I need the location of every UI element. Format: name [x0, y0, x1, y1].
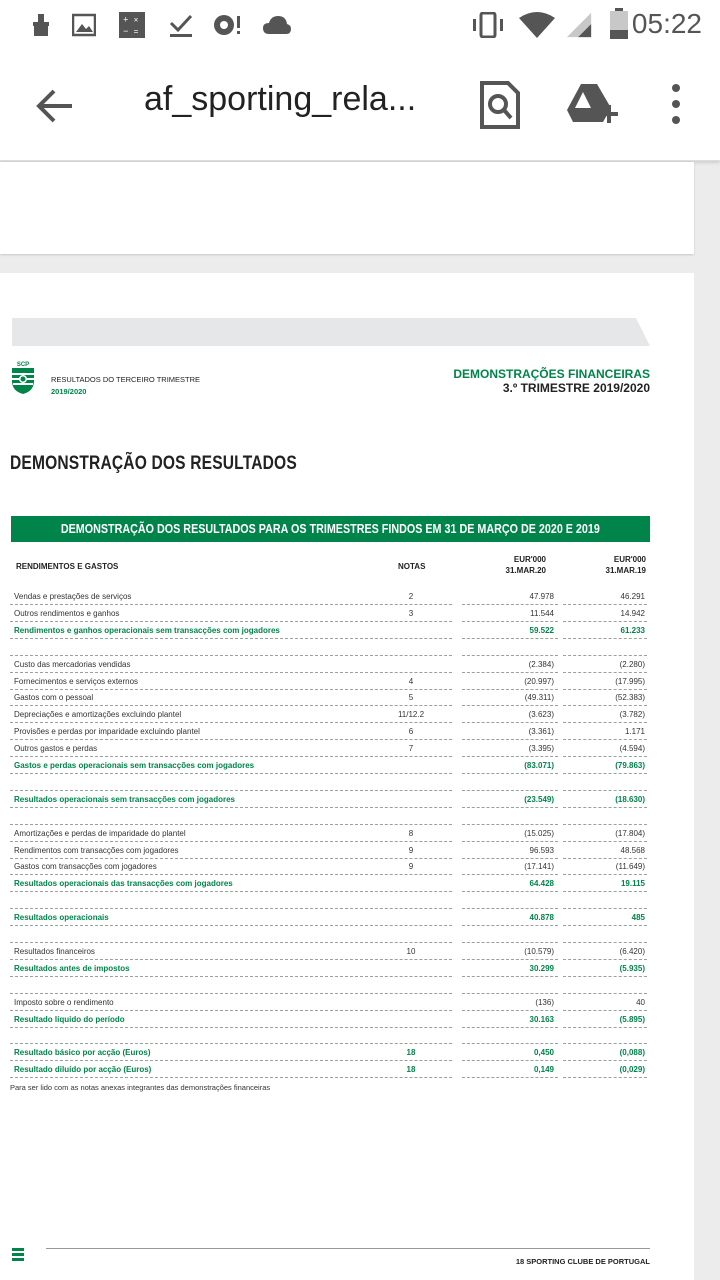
column-2020-date: 31.MAR.20: [505, 566, 546, 575]
svg-text:×: ×: [133, 15, 139, 25]
table-row: [10, 1045, 650, 1061]
cloud-icon: [262, 12, 292, 38]
row-value-2019: 40: [563, 995, 647, 1011]
table-row: [10, 589, 650, 605]
row-value-2020: (15.025): [462, 826, 558, 842]
row-note: [370, 995, 452, 1011]
table-row: [10, 859, 650, 875]
row-value-2020: (83.071): [462, 758, 558, 774]
row-value-2020: (49.311): [462, 690, 558, 706]
row-note: [370, 927, 452, 943]
table-row: [10, 843, 650, 859]
row-value-2020: (136): [462, 995, 558, 1011]
row-value-2019: (79.863): [563, 758, 647, 774]
row-value-2019: 61.233: [563, 623, 647, 639]
svg-text:=: =: [133, 26, 139, 36]
table-title: [11, 516, 650, 542]
page-title: DEMONSTRAÇÃO DOS RESULTADOS: [10, 453, 297, 474]
row-label: Resultados antes de impostos: [10, 961, 368, 977]
signal-icon: [564, 12, 594, 38]
status-time: 05:22: [631, 8, 702, 39]
row-value-2020: 59.522: [462, 623, 558, 639]
column-2019-unit: EUR'000: [613, 555, 646, 564]
row-value-2019: [563, 640, 647, 656]
table-row: [10, 741, 650, 757]
previous-page: [0, 162, 694, 254]
row-label: Vendas e prestações de serviços: [10, 589, 368, 605]
table-row: [10, 707, 650, 723]
row-label: [10, 1028, 368, 1044]
row-value-2020: (3.623): [462, 707, 558, 723]
cleaner-icon: [30, 12, 52, 38]
svg-text:+: +: [123, 14, 129, 25]
row-value-2020: 96.593: [462, 843, 558, 859]
row-value-2019: 1.171: [563, 724, 647, 740]
row-value-2020: (2.384): [462, 657, 558, 673]
column-2020-unit: EUR'000: [513, 555, 546, 564]
row-label: [10, 640, 368, 656]
row-label: Rendimentos com transacções com jogadores: [10, 843, 368, 859]
row-value-2019: (52.383): [563, 690, 647, 706]
row-note: 2: [370, 589, 452, 605]
row-label: Resultados operacionais das transacções com jogadores: [10, 876, 368, 892]
table-row: [10, 758, 650, 774]
row-note: [370, 961, 452, 977]
report-name: RESULTADOS DO TERCEIRO TRIMESTRE: [51, 375, 201, 384]
row-note: [370, 623, 452, 639]
row-value-2019: [563, 978, 647, 994]
more-options-icon[interactable]: [662, 80, 690, 130]
row-note: 18: [370, 1045, 452, 1061]
row-label: [10, 809, 368, 825]
pdf-page: [0, 273, 694, 1280]
column-header-2019: [600, 554, 646, 576]
row-label: Resultado diluído por acção (Euros): [10, 1062, 368, 1078]
row-note: 6: [370, 724, 452, 740]
add-to-drive-icon[interactable]: [566, 80, 618, 130]
row-value-2019: (6.420): [563, 944, 647, 960]
row-value-2020: (17.141): [462, 859, 558, 875]
row-value-2019: (4.594): [563, 741, 647, 757]
table-row: [10, 775, 650, 791]
sporting-logo-icon: [10, 359, 36, 395]
svg-text:−: −: [123, 25, 129, 36]
row-value-2019: (0,029): [563, 1062, 647, 1078]
row-value-2020: [462, 775, 558, 791]
row-value-2020: [462, 1028, 558, 1044]
row-label: Resultado líquido do período: [10, 1012, 368, 1028]
row-label: Resultados operacionais sem transacções com jogadores: [10, 792, 368, 808]
row-value-2019: [563, 1028, 647, 1044]
row-label: Imposto sobre o rendimento: [10, 995, 368, 1011]
table-row: [10, 724, 650, 740]
header-band: [12, 318, 650, 346]
row-note: 8: [370, 826, 452, 842]
row-value-2019: 46.291: [563, 589, 647, 605]
table-row: [10, 623, 650, 639]
row-value-2020: (23.549): [462, 792, 558, 808]
column-2019-date: 31.MAR.19: [605, 566, 646, 575]
document-title: af_sporting_rela...: [144, 80, 417, 118]
wifi-icon: [518, 12, 556, 38]
row-value-2019: (17.804): [563, 826, 647, 842]
row-label: Gastos com transacções com jogadores: [10, 859, 368, 875]
table-row: [10, 809, 650, 825]
row-value-2019: [563, 775, 647, 791]
vibrate-icon: [470, 12, 506, 38]
column-header-notes: NOTAS: [398, 562, 426, 571]
footnote: Para ser lido com as notas anexas integrantes das demonstrações financeiras: [10, 1083, 271, 1092]
row-note: [370, 657, 452, 673]
row-note: 9: [370, 843, 452, 859]
row-value-2020: (3.395): [462, 741, 558, 757]
row-label: [10, 775, 368, 791]
row-note: [370, 910, 452, 926]
row-label: Rendimentos e ganhos operacionais sem transacções com jogadores: [10, 623, 368, 639]
row-note: [370, 978, 452, 994]
row-value-2020: 47.978: [462, 589, 558, 605]
row-value-2019: (17.995): [563, 674, 647, 690]
battery-icon: [608, 8, 630, 40]
row-note: 18: [370, 1062, 452, 1078]
row-value-2019: (5.935): [563, 961, 647, 977]
row-value-2020: (10.579): [462, 944, 558, 960]
table-row: [10, 674, 650, 690]
table-row: [10, 995, 650, 1011]
row-value-2020: 30.299: [462, 961, 558, 977]
row-label: [10, 893, 368, 909]
green-lines-icon: [12, 1248, 24, 1262]
row-note: [370, 893, 452, 909]
row-note: [370, 792, 452, 808]
row-label: Depreciações e amortizações excluindo plantel: [10, 707, 368, 723]
row-value-2020: 0,149: [462, 1062, 558, 1078]
table-row: [10, 978, 650, 994]
row-value-2020: 30.163: [462, 1012, 558, 1028]
row-note: 7: [370, 741, 452, 757]
row-note: 10: [370, 944, 452, 960]
svg-text:SCP: SCP: [16, 362, 30, 368]
image-icon: [72, 12, 96, 38]
row-value-2019: 485: [563, 910, 647, 926]
table-row: [10, 657, 650, 673]
section-name: DEMONSTRAÇÕES FINANCEIRAS: [453, 367, 650, 381]
row-label: Resultados financeiros: [10, 944, 368, 960]
table-row: [10, 826, 650, 842]
row-value-2020: [462, 640, 558, 656]
table-row: [10, 1012, 650, 1028]
row-value-2019: (3.782): [563, 707, 647, 723]
row-label: Outros gastos e perdas: [10, 741, 368, 757]
header-right: [453, 367, 650, 395]
row-label: Custo das mercadorias vendidas: [10, 657, 368, 673]
footer-divider: [46, 1248, 650, 1249]
sync-alert-icon: [212, 12, 242, 38]
row-value-2019: (5.895): [563, 1012, 647, 1028]
column-header-label: RENDIMENTOS E GASTOS: [16, 562, 119, 571]
row-value-2019: [563, 809, 647, 825]
row-note: 5: [370, 690, 452, 706]
table-row: [10, 961, 650, 977]
row-value-2019: [563, 927, 647, 943]
row-value-2020: 64.428: [462, 876, 558, 892]
row-value-2019: (11.649): [563, 859, 647, 875]
row-value-2019: 14.942: [563, 606, 647, 622]
row-note: [370, 640, 452, 656]
row-value-2019: (18.630): [563, 792, 647, 808]
row-note: [370, 758, 452, 774]
row-note: [370, 1028, 452, 1044]
row-value-2020: 40.878: [462, 910, 558, 926]
calculator-icon: [116, 12, 148, 38]
table-row: [10, 876, 650, 892]
table-row: [10, 1028, 650, 1044]
row-value-2020: [462, 809, 558, 825]
row-label: Resultado básico por acção (Euros): [10, 1045, 368, 1061]
row-note: [370, 809, 452, 825]
header-left: [51, 374, 200, 398]
row-value-2020: [462, 893, 558, 909]
table-row: [10, 893, 650, 909]
download-done-icon: [168, 12, 194, 38]
row-label: Fornecimentos e serviços externos: [10, 674, 368, 690]
row-value-2020: 11.544: [462, 606, 558, 622]
row-label: Resultados operacionais: [10, 910, 368, 926]
row-note: [370, 1012, 452, 1028]
table-row: [10, 944, 650, 960]
back-arrow-icon[interactable]: [34, 84, 78, 128]
row-value-2019: 19.115: [563, 876, 647, 892]
table-row: [10, 690, 650, 706]
row-value-2020: (3.361): [462, 724, 558, 740]
column-header-2020: [500, 554, 546, 576]
row-label: Gastos com o pessoal: [10, 690, 368, 706]
table-row: [10, 792, 650, 808]
row-label: Provisões e perdas por imparidade excluindo plantel: [10, 724, 368, 740]
table-row: [10, 910, 650, 926]
table-row: [10, 927, 650, 943]
row-value-2019: 48.568: [563, 843, 647, 859]
section-period: 3.º TRIMESTRE 2019/2020: [502, 381, 650, 395]
row-label: Amortizações e perdas de imparidade do plantel: [10, 826, 368, 842]
row-label: Gastos e perdas operacionais sem transacções com jogadores: [10, 758, 368, 774]
row-note: [370, 775, 452, 791]
table-row: [10, 1062, 650, 1078]
row-note: 11/12.2: [370, 707, 452, 723]
app-toolbar: [0, 50, 720, 161]
row-value-2019: (0,088): [563, 1045, 647, 1061]
row-label: [10, 927, 368, 943]
row-value-2020: [462, 978, 558, 994]
row-value-2019: (2.280): [563, 657, 647, 673]
row-note: 3: [370, 606, 452, 622]
row-label: [10, 978, 368, 994]
row-note: [370, 876, 452, 892]
row-value-2020: 0,450: [462, 1045, 558, 1061]
row-value-2019: [563, 893, 647, 909]
table-row: [10, 640, 650, 656]
table-row: [10, 606, 650, 622]
report-year: 2019/2020: [51, 387, 87, 396]
row-value-2020: [462, 927, 558, 943]
row-value-2020: (20.997): [462, 674, 558, 690]
row-note: 9: [370, 859, 452, 875]
row-label: Outros rendimentos e ganhos: [10, 606, 368, 622]
search-document-icon[interactable]: [476, 80, 524, 130]
status-bar: [0, 0, 720, 50]
page-number: 18 SPORTING CLUBE DE PORTUGAL: [515, 1257, 650, 1266]
row-note: 4: [370, 674, 452, 690]
table-title-text: DEMONSTRAÇÃO DOS RESULTADOS PARA OS TRIMESTRES FINDOS EM 31 DE MARÇO DE 2020 E 2019: [60, 522, 600, 536]
